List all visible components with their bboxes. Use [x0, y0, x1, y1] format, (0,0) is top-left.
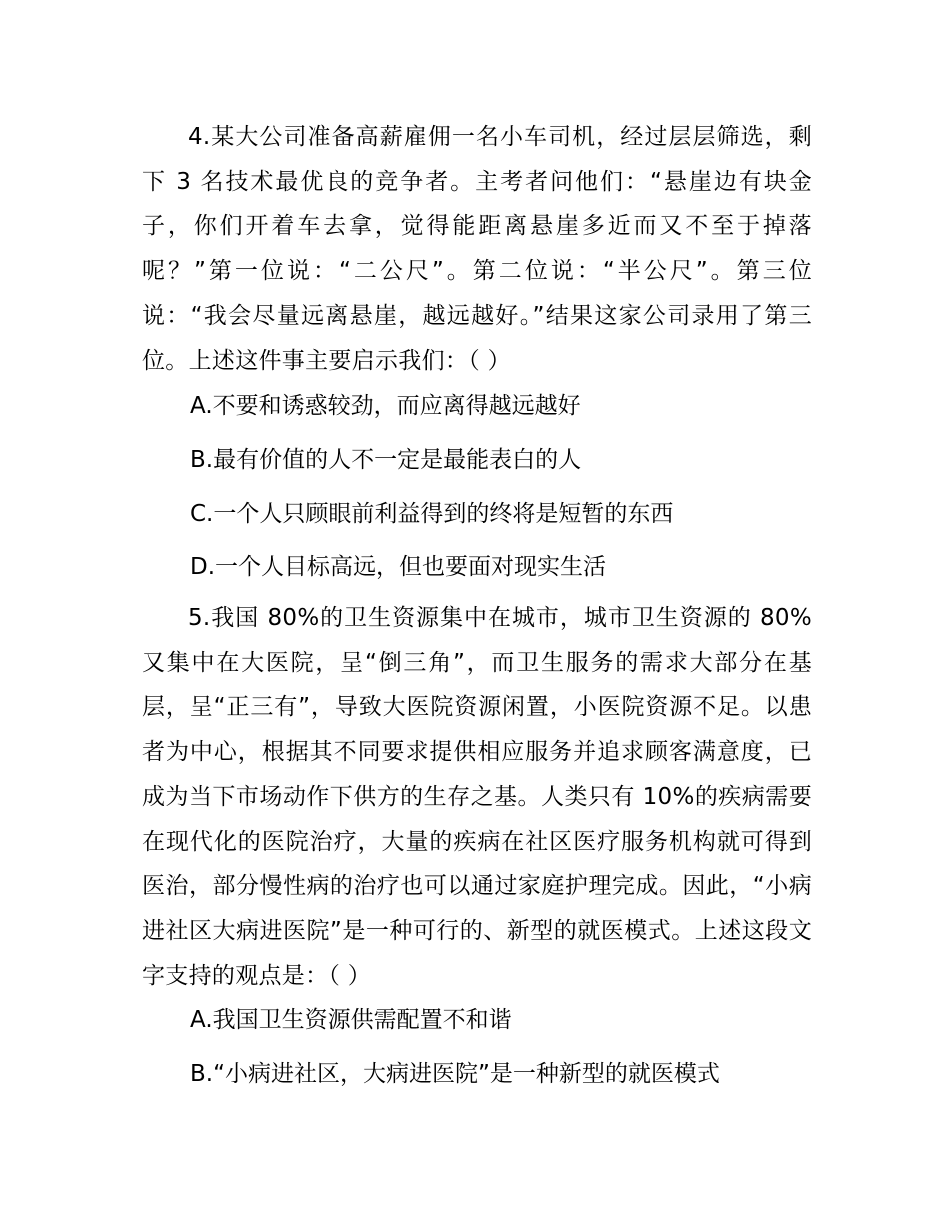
question-4-stem: 4.某大公司准备高薪雇佣一名小车司机，经过层层筛选，剩下 3 名技术最优良的竞争者。主考者问他们：“悬崖边有块金子，你们开着车去拿，觉得能距离悬崖多近而又不至于掉落呢？”第一位说：“二公尺”。第二位说：“半公尺”。第三位说：“我会尽量远离悬崖，越远越好。”结果这家公司录用了第三位。上述这件事主要启示我们：（ ） [142, 124, 812, 374]
question-4-option-d: D.一个人目标高远，但也要面对现实生活 [190, 554, 607, 580]
question-4-option-c: C.一个人只顾眼前利益得到的终将是短暂的东西 [190, 501, 674, 527]
question-4-option-a: A.不要和诱惑较劲，而应离得越远越好 [190, 393, 581, 419]
question-5-option-a: A.我国卫生资源供需配置不和谐 [190, 1007, 512, 1033]
question-5-option-b: B.“小病进社区，大病进医院”是一种新型的就医模式 [190, 1061, 720, 1087]
question-4-option-b: B.最有价值的人不一定是最能表白的人 [190, 447, 582, 473]
question-5-stem: 5.我国 80%的卫生资源集中在城市，城市卫生资源的 80%又集中在大医院，呈“倒三角”，而卫生服务的需求大部分在基层，呈“正三有”，导致大医院资源闲置，小医院资源不足。以患者为中心，根据其不同要求提供相应服务并追求顾客满意度，已成为当下市场动作下供方的生存之基。人类只有 10%的疾病需要在现代化的医院治疗，大量的疾病在社区医疗服务机构就可得到医治，部分慢性病的治疗也可以通过家庭护理完成。因此，“小病进社区大病进医院”是一种可行的、新型的就医模式。上述这段文字支持的观点是：（ ） [142, 605, 812, 989]
